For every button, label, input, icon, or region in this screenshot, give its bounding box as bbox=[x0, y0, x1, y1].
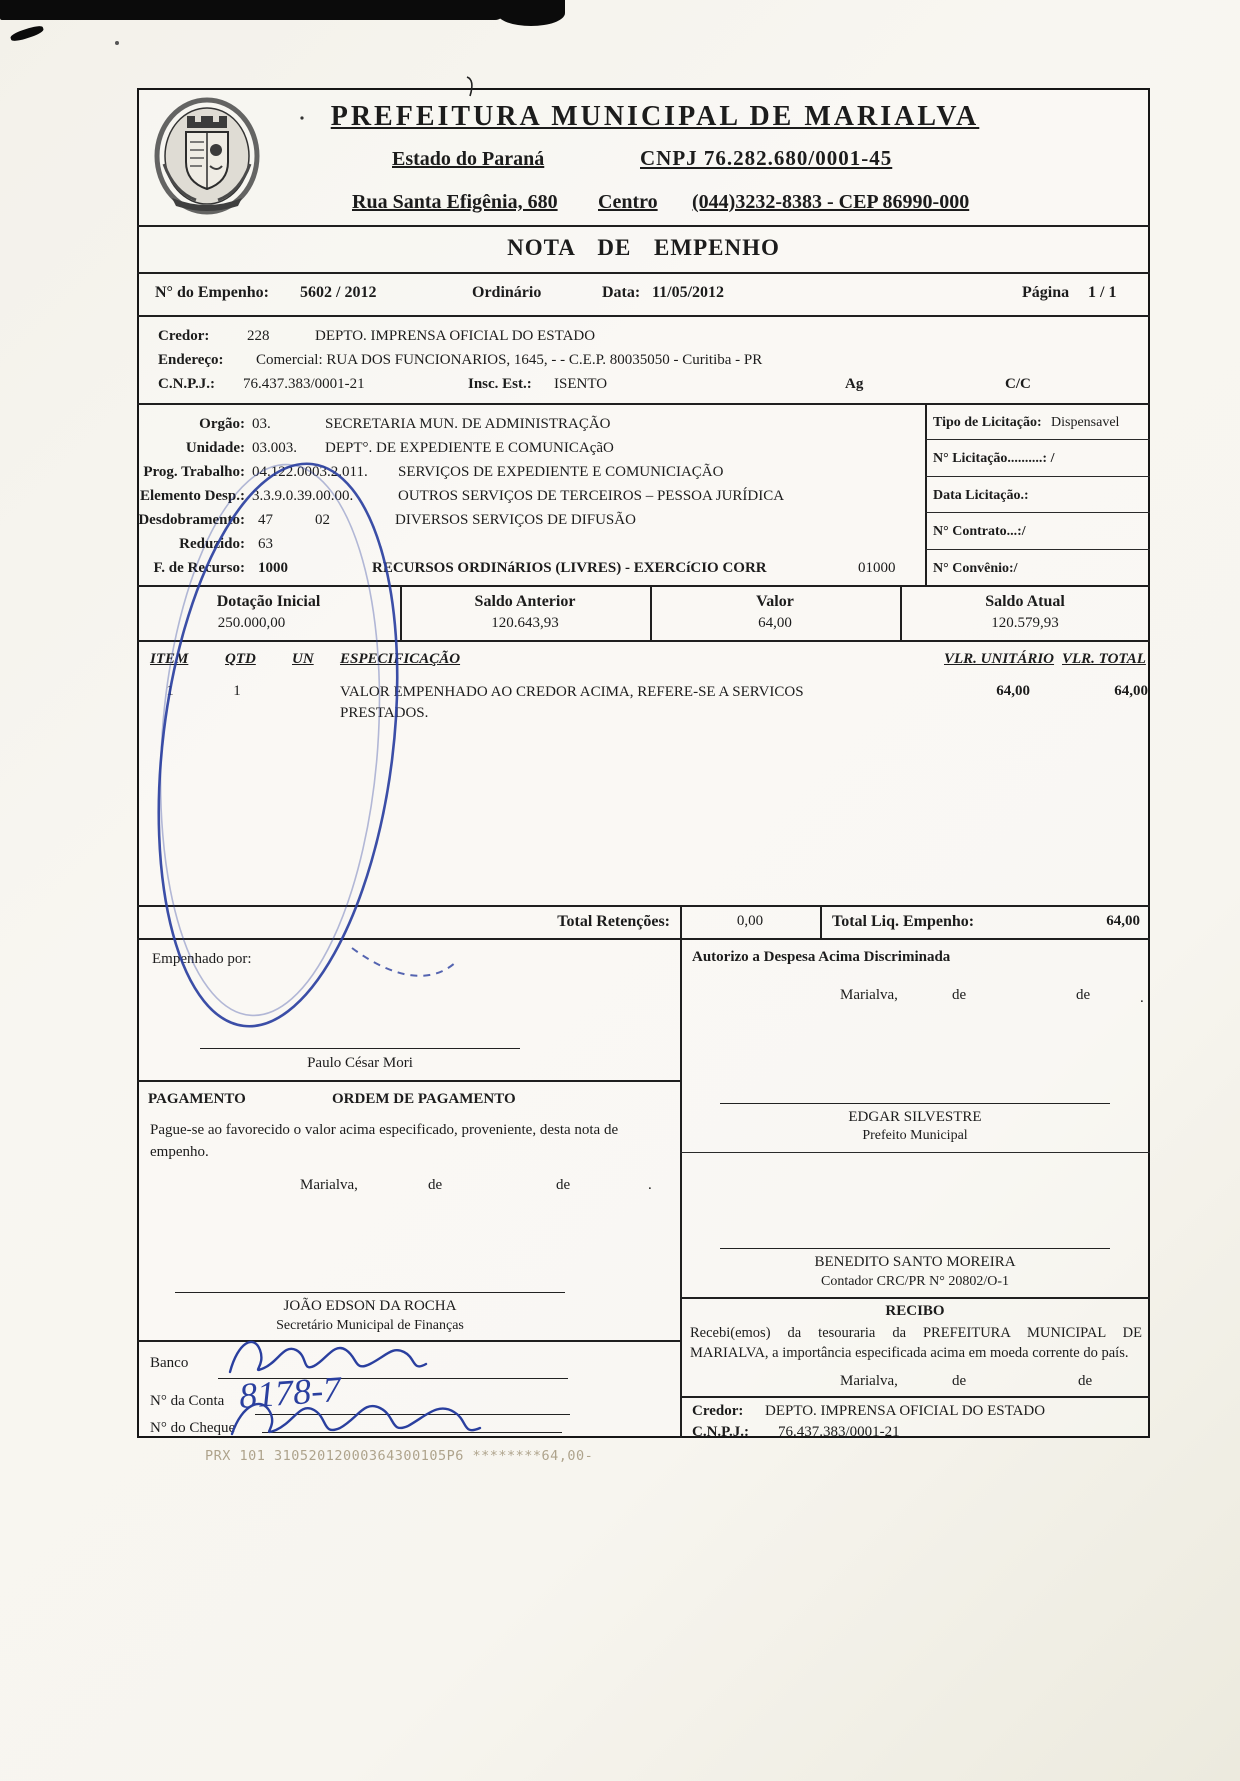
col-vlr-total: VLR. TOTAL bbox=[1062, 651, 1146, 667]
saldo-anterior-value: 120.643,93 bbox=[491, 615, 559, 631]
creditor-cnpj: 76.437.383/0001-21 bbox=[243, 376, 365, 392]
elemento-desp-desc: OUTROS SERVIÇOS DE TERCEIROS – PESSOA JURÍDICA bbox=[398, 488, 785, 504]
creditor-name: DEPTO. IMPRENSA OFICIAL DO ESTADO bbox=[315, 328, 596, 344]
unidade-desc: DEPT°. DE EXPEDIENTE E COMUNICAçãO bbox=[325, 440, 614, 456]
address-label: Endereço: bbox=[158, 352, 224, 368]
total-liq-value: 64,00 bbox=[1106, 913, 1140, 929]
empenho-number-label: N° do Empenho: bbox=[155, 284, 269, 301]
de-word: de bbox=[952, 1373, 967, 1389]
col-especificacao: ESPECIFICAÇÃO bbox=[340, 651, 461, 667]
empenho-type: Ordinário bbox=[472, 284, 542, 301]
conta-fill-line bbox=[255, 1414, 570, 1415]
fonte-recurso-extra: 01000 bbox=[858, 560, 896, 576]
page-number: 1 / 1 bbox=[1088, 284, 1117, 301]
empenho-date: 11/05/2012 bbox=[652, 284, 725, 301]
pagamento-title: PAGAMENTO bbox=[148, 1091, 246, 1107]
document-title: NOTA DE EMPENHO bbox=[507, 235, 780, 260]
elemento-desp-code: 3.3.9.0.39.00.00. bbox=[252, 488, 354, 504]
divider bbox=[925, 439, 1150, 440]
agency-label: Ag bbox=[845, 376, 864, 392]
handwritten-account-number: 8178-7 bbox=[237, 1368, 343, 1416]
divider bbox=[820, 905, 822, 938]
divider bbox=[137, 905, 1150, 907]
city-date: Marialva, bbox=[300, 1177, 358, 1193]
scan-speck bbox=[115, 41, 119, 45]
divider bbox=[137, 1340, 680, 1342]
de-word: de bbox=[952, 987, 967, 1003]
scan-artifact-tick bbox=[9, 24, 44, 43]
header-state: Estado do Paraná bbox=[392, 148, 545, 170]
divider bbox=[137, 315, 1150, 317]
item-qty: 1 bbox=[233, 683, 241, 699]
micr-line: PRX 101 31052012000364300105P6 ********64,00- bbox=[205, 1448, 594, 1464]
signature-line bbox=[720, 1103, 1110, 1104]
recibo-cnpj-label: C.N.P.J.: bbox=[692, 1424, 749, 1440]
header-cnpj: CNPJ 76.282.680/0001-45 bbox=[640, 146, 893, 170]
fonte-recurso-code: 1000 bbox=[258, 560, 288, 576]
empenhado-por-label: Empenhado por: bbox=[152, 951, 252, 967]
reduzido-code: 63 bbox=[258, 536, 273, 552]
ordem-pagamento-title: ORDEM DE PAGAMENTO bbox=[332, 1091, 516, 1107]
account-label: C/C bbox=[1005, 376, 1031, 392]
accountant-name: BENEDITO SANTO MOREIRA bbox=[814, 1254, 1016, 1270]
total-retencoes-label: Total Retenções: bbox=[557, 913, 670, 930]
divider bbox=[680, 1297, 1150, 1299]
licitacao-numero: N° Licitação..........: / bbox=[933, 451, 1055, 466]
city-date: Marialva, bbox=[840, 1373, 898, 1389]
recibo-credor-nome: DEPTO. IMPRENSA OFICIAL DO ESTADO bbox=[765, 1403, 1046, 1419]
creditor-label: Credor: bbox=[158, 328, 210, 344]
licitacao-data: Data Licitação.: bbox=[933, 488, 1029, 503]
recibo-credor-label: Credor: bbox=[692, 1403, 744, 1419]
finance-secretary-title: Secretário Municipal de Finanças bbox=[276, 1318, 464, 1333]
divider bbox=[680, 1152, 1150, 1153]
de-word: de bbox=[1076, 987, 1091, 1003]
fonte-recurso-label: F. de Recurso: bbox=[153, 560, 245, 576]
divider bbox=[137, 272, 1150, 274]
period-mark: . bbox=[648, 1177, 652, 1193]
orgao-code: 03. bbox=[252, 416, 271, 432]
saldo-atual-value: 120.579,93 bbox=[991, 615, 1059, 631]
accountant-title: Contador CRC/PR N° 20802/O-1 bbox=[820, 1274, 1009, 1289]
autorizo-title: Autorizo a Despesa Acima Discriminada bbox=[692, 949, 951, 965]
cheque-fill-line bbox=[262, 1432, 562, 1433]
divider bbox=[680, 1396, 1150, 1398]
contrato-numero: N° Contrato...:/ bbox=[933, 524, 1026, 539]
mayor-name: EDGAR SILVESTRE bbox=[848, 1109, 982, 1125]
licitacao-tipo-label: Tipo de Licitação: bbox=[933, 415, 1042, 430]
col-vlr-unitario: VLR. UNITÁRIO bbox=[944, 651, 1055, 667]
city-date: Marialva, bbox=[840, 987, 898, 1003]
header-phone-cep: (044)3232-8383 - CEP 86990-000 bbox=[692, 191, 970, 213]
valor-header: Valor bbox=[756, 593, 794, 610]
valor-value: 64,00 bbox=[758, 615, 792, 631]
signature-line bbox=[200, 1048, 520, 1049]
saldo-anterior-header: Saldo Anterior bbox=[474, 593, 576, 610]
unidade-code: 03.003. bbox=[252, 440, 297, 456]
orgao-label: Orgão: bbox=[199, 416, 245, 432]
prog-trabalho-desc: SERVIÇOS DE EXPEDIENTE E COMUNICIAÇÃO bbox=[398, 464, 724, 480]
mural-crown bbox=[187, 116, 227, 128]
dotacao-value: 250.000,00 bbox=[217, 615, 286, 631]
desdobramento-desc: DIVERSOS SERVIÇOS DE DIFUSÃO bbox=[395, 512, 636, 528]
divider bbox=[137, 225, 1150, 227]
pague-se-text: Pague-se ao favorecido o valor acima especificado, proveniente, desta nota de empenho. bbox=[150, 1122, 619, 1160]
scan-artifact-blob bbox=[497, 0, 565, 26]
prog-trabalho-label: Prog. Trabalho: bbox=[143, 464, 245, 480]
empenhado-por-nome: Paulo César Mori bbox=[307, 1055, 413, 1071]
desdobramento-code: 47 bbox=[258, 512, 273, 528]
creditor-cnpj-label: C.N.P.J.: bbox=[158, 376, 215, 392]
unidade-label: Unidade: bbox=[185, 440, 245, 456]
header-address: Rua Santa Efigênia, 680 bbox=[352, 191, 558, 213]
prog-trabalho-code: 04.122.0003.2.011. bbox=[252, 464, 368, 480]
reduzido-label: Reduzido: bbox=[179, 536, 245, 552]
total-retencoes-value: 0,00 bbox=[736, 913, 764, 929]
page-label: Página bbox=[1022, 284, 1070, 301]
scan-artifact-bar bbox=[0, 0, 505, 20]
item-description: VALOR EMPENHADO AO CREDOR ACIMA, REFERE-SE A SERVICOS PRESTADOS. bbox=[340, 684, 804, 721]
conta-label: N° da Conta bbox=[150, 1393, 225, 1409]
col-qtd: QTD bbox=[225, 651, 256, 667]
item-number: 1 bbox=[166, 683, 174, 699]
divider bbox=[925, 549, 1150, 550]
fonte-recurso-desc: RECURSOS ORDINáRIOS (LIVRES) - EXERCíCIO CORR bbox=[372, 560, 767, 576]
elemento-desp-label: Elemento Desp.: bbox=[140, 488, 245, 504]
col-un: UN bbox=[292, 651, 314, 667]
banco-fill-line bbox=[218, 1378, 568, 1379]
divider bbox=[137, 403, 1150, 405]
divider bbox=[137, 585, 1150, 587]
empenho-number: 5602 / 2012 bbox=[300, 284, 377, 301]
divider bbox=[137, 640, 1150, 642]
item-unit-price: 64,00 bbox=[996, 683, 1030, 699]
divider bbox=[137, 938, 1150, 940]
header-municipality-title: PREFEITURA MUNICIPAL DE MARIALVA bbox=[330, 101, 980, 132]
col-item: ITEM bbox=[150, 651, 189, 667]
orgao-desc: SECRETARIA MUN. DE ADMINISTRAÇÃO bbox=[325, 416, 611, 432]
signature-line bbox=[720, 1248, 1110, 1249]
licitacao-tipo-value: Dispensavel bbox=[1051, 415, 1120, 430]
desdobramento-code2: 02 bbox=[315, 512, 330, 528]
recibo-title: RECIBO bbox=[885, 1303, 945, 1319]
recibo-text: Recebi(emos) da tesouraria da PREFEITURA MUNICIPAL DE MARIALVA, a importância especificada acima em moeda corrente do país. bbox=[690, 1325, 1142, 1361]
shield-emblem bbox=[210, 144, 222, 156]
saldo-atual-header: Saldo Atual bbox=[985, 593, 1065, 610]
convenio-numero: N° Convênio:/ bbox=[933, 561, 1018, 576]
divider bbox=[137, 1080, 680, 1082]
divider bbox=[680, 938, 682, 1438]
creditor-address: Comercial: RUA DOS FUNCIONARIOS, 1645, - - C.E.P. 80035050 - Curitiba - PR bbox=[256, 352, 763, 368]
form-frame bbox=[137, 88, 1150, 1438]
banco-label: Banco bbox=[150, 1355, 189, 1371]
mayor-title: Prefeito Municipal bbox=[862, 1128, 968, 1143]
creditor-code: 228 bbox=[247, 328, 270, 344]
cheque-label: N° do Cheque bbox=[150, 1420, 236, 1436]
finance-secretary-name: JOÃO EDSON DA ROCHA bbox=[283, 1298, 457, 1314]
item-total-price: 64,00 bbox=[1114, 683, 1148, 699]
signature-line bbox=[175, 1292, 565, 1293]
divider bbox=[925, 403, 927, 585]
de-word: de bbox=[428, 1177, 443, 1193]
desdobramento-label: Desdobramento: bbox=[138, 512, 245, 528]
state-reg-label: Insc. Est.: bbox=[468, 376, 532, 392]
divider bbox=[925, 476, 1150, 477]
dotacao-header: Dotação Inicial bbox=[216, 593, 321, 610]
recibo-cnpj: 76.437.383/0001-21 bbox=[778, 1424, 900, 1440]
period-mark: . bbox=[1140, 990, 1144, 1006]
municipal-coat-of-arms-icon bbox=[150, 94, 264, 216]
divider bbox=[925, 512, 1150, 513]
de-word: de bbox=[556, 1177, 571, 1193]
empenho-date-label: Data: bbox=[602, 284, 641, 301]
de-word: de bbox=[1078, 1373, 1093, 1389]
header-district: Centro bbox=[598, 191, 658, 213]
state-reg-value: ISENTO bbox=[554, 376, 608, 392]
total-liq-label: Total Liq. Empenho: bbox=[832, 913, 975, 930]
